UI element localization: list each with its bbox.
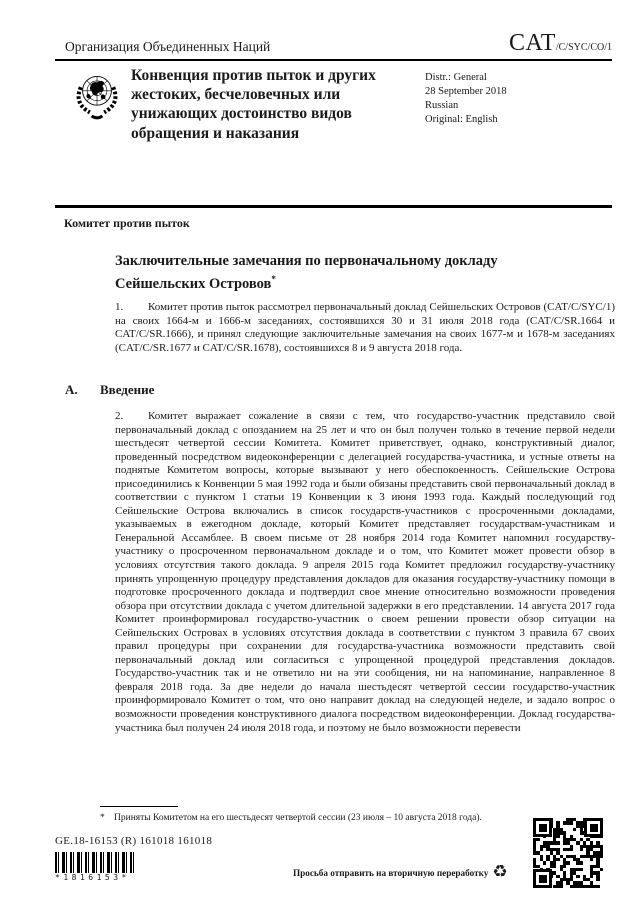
distr-line: Distr.: General xyxy=(425,72,487,83)
paragraph-1 xyxy=(115,301,615,355)
footnote-text: Приняты Комитетом на его шестьдесят четвертой сессии (23 июля – 10 августа 2018 года). xyxy=(114,813,482,823)
paragraph-2-number: 2. xyxy=(115,410,124,422)
section-a-label: A. xyxy=(65,382,78,397)
un-emblem-icon xyxy=(70,66,124,130)
footnote xyxy=(100,812,575,824)
committee-heading: Комитет против пыток xyxy=(64,216,190,230)
document-symbol-suffix: /C/SYC/CO/1 xyxy=(555,42,612,53)
qr-finder-top-left xyxy=(533,818,552,837)
qr-finder-bottom-left xyxy=(533,869,552,888)
barcode-text: *1816153* xyxy=(55,873,130,882)
paragraph-1-number: 1. xyxy=(115,301,124,313)
qr-code-icon xyxy=(533,818,603,888)
section-a-title: Введение xyxy=(100,382,155,397)
footnote-rule xyxy=(100,806,178,807)
document-symbol-main: CAT xyxy=(509,30,556,56)
ge-document-number: GE.18-16153 (R) 161018 161018 xyxy=(55,835,213,847)
header-rule xyxy=(55,59,612,61)
document-title-text: Заключительные замечания по первоначальному докладу Сейшельских Островов xyxy=(115,253,498,292)
document-title xyxy=(115,253,525,293)
section-divider-rule xyxy=(55,205,612,208)
org-name: Организация Объединенных Наций xyxy=(65,39,271,54)
recycle-icon: ♻ xyxy=(492,862,508,882)
title-footnote-marker: * xyxy=(271,273,276,284)
recycle-text: Просьба отправить на вторичную переработку xyxy=(293,867,489,878)
footnote-marker: * xyxy=(100,813,105,823)
original-language-line: Original: English xyxy=(425,114,498,125)
language-line: Russian xyxy=(425,100,459,111)
distribution-block xyxy=(425,71,507,127)
date-line: 28 September 2018 xyxy=(425,86,507,97)
qr-finder-top-right xyxy=(584,818,603,837)
convention-title: Конвенция против пыток и других жестоких, бесчеловечных или унижающих достоинство видов обращения и наказания xyxy=(131,67,376,142)
paragraph-2 xyxy=(115,410,615,848)
paragraph-2-text: Комитет выражает сожаление в связи с тем, что государство-участник представило свой первоначальный доклад с опозданием на 25 лет и что он был получен только в течение первой недели шестьдесят четвертой сессии Комитета. Комитет приветствует, однако, конструктивный диалог, проведенный посредством видеоконференции с делегацией государства-участника, и устные ответы на поднятые Комитетом вопросы, которые вызывают у него обеспокоенность. Сейшельские Острова присоединились к Конвенции 5 мая 1992 года и были обязаны представить свой первоначальный доклад в соответствии с пунктом 1 статьи 19 Конвенции к 3 июня 1993 года. Каждый последующий год Сейшельские Острова включались в список государств-участников с просроченными докладами, указываемых в ежегодном докладе, который Комитет представляет государствам-участникам и Генеральной Ассамблее. В своем письме от 28 ноября 2014 года Комитет напомнил государству-участнику о просроченном первоначальном докладе и о том, что Комитет может провести обзор в условиях отсутствия такого доклада. 9 апреля 2015 года Комитет предложил государству-участнику принять упрощенную процедуру представления докладов для оказания государству-участнику помощи в подготовке просроченного доклада и подтвердил свое мнение относительно возможности проведения обзора при отсутствии доклада с учетом длительной задержки в его представлении. 14 августа 2017 года Комитет проинформировал государство-участник о своем решении провести обзор ситуации на Сейшельских Островах в условиях отсутствия доклада в соответствии с пунктом 3 правила 67 своих правил процедуры при сохранении для государства-участника возможности представить свой первоначальный доклад или согласиться с упрощенной процедурой представления докладов. Государство-участник так и не ответило ни на эти сообщения, ни на напоминание, направленное 8 февраля 2018 года. За две недели до начала шестьдесят четвертой сессии государство-участник проинформировало Комитет о том, что оно направит доклад на следующей неделе, и задало вопрос о возможности проведения конструктивного диалога посредством видеоконференции. Доклад государства-участника был получен 24 июля 2018 года, и поэтому не было возможности перевести xyxy=(115,410,615,734)
barcode-icon xyxy=(55,852,137,873)
paragraph-1-text: Комитет против пыток рассмотрел первоначальный доклад Сейшельских Островов (CAT/C/SYC/1) на своих 1664-м и 1666-м заседаниях, состоявшихся 30 и 31 июля 2018 года (CAT/C/SR.1664 и CAT/C/SR.1666), и принял следующие заключительные замечания на своих 1677-м и 1678-м заседаниях (CAT/C/SR.1677 и CAT/C/SR.1678), состоявшихся 8 и 9 августа 2018 года. xyxy=(115,301,615,354)
recycle-notice xyxy=(293,864,508,881)
document-symbol xyxy=(509,30,612,57)
section-a-heading xyxy=(65,382,154,398)
